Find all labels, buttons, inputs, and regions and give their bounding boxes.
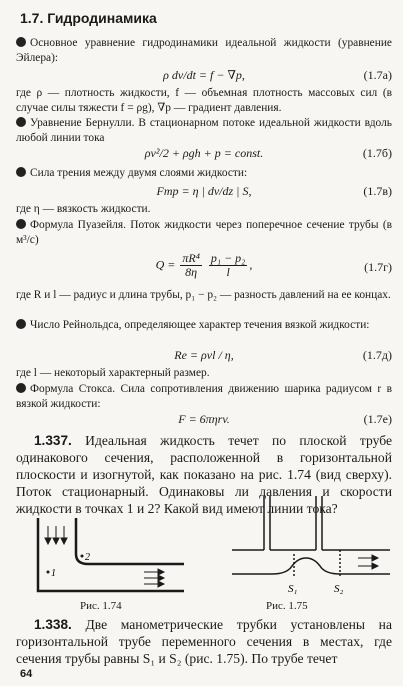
bullet-icon	[16, 319, 26, 329]
s1-label: S₁	[288, 583, 298, 595]
euler-explanation: где ρ — плотность жидкости, f — объемная плотность массовых сил (в случае силы тяжести f = ρg), ∇p — градиент давления.	[16, 87, 392, 114]
figure-1-74	[36, 516, 186, 598]
bullet-icon	[16, 219, 26, 229]
figure-1-75-caption: Рис. 1.75	[266, 600, 308, 612]
bernoulli-intro: Уравнение Бернулли. В стационарном потоке идеальной жидкости вдоль любой линии тока	[16, 117, 392, 144]
bullet-icon	[16, 117, 26, 127]
fraction: $\frac{\text{p₁ − p₂}}{l}$	[210, 251, 246, 279]
stokes-intro: Формула Стокса. Сила сопротивления движению шарика радиусом r в вязкой жидкости:	[16, 383, 392, 410]
equation-1-7v: Fтр = η | dv/dz | S, (1.7в)	[156, 184, 392, 198]
poiseuille-explanation: где R и l — радиус и длина трубы, p₁ − p₂ — разность давлений на ее концах.	[16, 289, 391, 301]
point-1-label: 1	[51, 568, 56, 579]
s2-label: S₂	[334, 583, 344, 595]
bullet-icon	[16, 37, 26, 47]
fraction: $\frac{\text{πR⁴}}{8\eta}$	[182, 251, 200, 279]
reynolds-explanation: где l — некоторый характерный размер.	[16, 367, 210, 379]
point-2-label: 2	[85, 552, 90, 563]
equation-1-7g: Q = $\frac{\text{πR⁴}}{8\eta}$ $\frac{\text{p₁ − p₂}}{l}$ , (1.7г)	[155, 251, 392, 279]
equation-1-7b: ρv²/2 + ρgh + p = const. (1.7б)	[144, 146, 392, 160]
figure-1-75	[232, 494, 392, 600]
bullet-icon	[16, 167, 26, 177]
friction-explanation: где η — вязкость жидкости.	[16, 203, 151, 215]
bullet-icon	[16, 383, 26, 393]
friction-intro: Сила трения между двумя слоями жидкости:	[16, 166, 392, 181]
poiseuille-intro: Формула Пуазейля. Поток жидкости через поперечное сечение трубы (в м³/с)	[16, 219, 392, 246]
reynolds-intro: Число Рейнольдса, определяющее характер течения вязкой жидкости:	[16, 318, 392, 333]
equation-1-7e: F = 6πηrv. (1.7е)	[178, 412, 392, 426]
problem-1-337: 1.337. Идеальная жидкость течет по плоской трубе одинакового сечения, расположенной в горизонтальной плоскости и изогнутой, как показано на рис. 1.74 (вид сверху). Поток стационарный. Одинаковы ли давления и скорости жидкости в точках 1 и 2? Какой вид имеют линии тока?	[16, 433, 392, 516]
equation-1-7d: Re = ρvl / η, (1.7д)	[174, 348, 392, 362]
page-number: 64	[20, 668, 33, 680]
problem-1-338: 1.338. Две манометрические трубки установлены на горизонтальной трубе переменного сечения в местах, где сечения трубы равны S₁ и S₂ (рис. 1.75). По трубе течет	[16, 617, 392, 666]
equation-1-7a: ρ dv/dt = f − ∇p, (1.7а)	[163, 68, 392, 82]
figure-1-74-caption: Рис. 1.74	[80, 600, 122, 612]
section-title: 1.7. Гидродинамика	[20, 10, 157, 26]
euler-intro: Основное уравнение гидродинамики идеальной жидкости (уравнение Эйлера):	[16, 37, 392, 64]
